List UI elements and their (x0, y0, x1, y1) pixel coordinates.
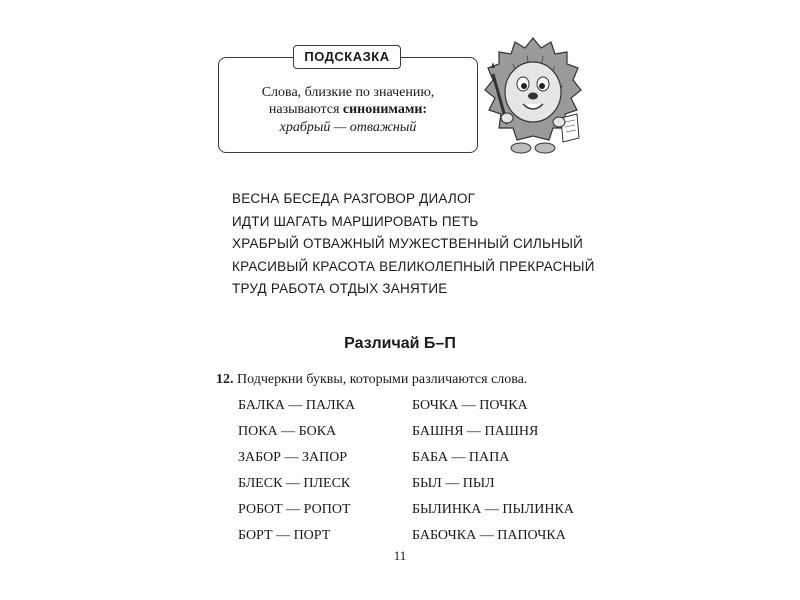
word-pair: БАШНЯ — ПАШНЯ (412, 424, 539, 439)
word-row: ВЕСНА БЕСЕДА РАЗГОВОР ДИАЛОГ (232, 191, 476, 206)
word-row: КРАСИВЫЙ КРАСОТА ВЕЛИКОЛЕПНЫЙ ПРЕКРАСНЫЙ (232, 258, 595, 274)
word-pair: БАБА — ПАПА (412, 450, 510, 465)
word-pairs-right (412, 397, 574, 553)
section-title: Различай Б–П (344, 335, 456, 352)
hint-text-line2 (218, 102, 478, 118)
hint-title: ПОДСКАЗКА (293, 45, 401, 69)
word-pair: БОРТ — ПОРТ (238, 528, 331, 543)
hint-text-prefix: называются (268, 102, 343, 117)
word-pair: БАБОЧКА — ПАПОЧКА (412, 528, 566, 543)
task-text: Подчеркни буквы, которыми различаются слова. (237, 372, 528, 387)
word-pair: ЗАБОР — ЗАПОР (238, 450, 348, 465)
word-pair: БОЧКА — ПОЧКА (412, 398, 528, 413)
word-row: ТРУД РАБОТА ОТДЫХ ЗАНЯТИЕ (232, 281, 448, 296)
word-row: ИДТИ ШАГАТЬ МАРШИРОВАТЬ ПЕТЬ (232, 213, 479, 229)
hint-example: храбрый — отважный (279, 120, 417, 135)
page-number: 11 (393, 548, 407, 563)
word-pair: БЫЛИНКА — ПЫЛИНКА (412, 502, 574, 517)
hedgehog-icon (483, 34, 583, 158)
word-pair: БЫЛ — ПЫЛ (412, 476, 495, 491)
task-number: 12. (216, 372, 234, 387)
synonym-word-rows (232, 188, 595, 301)
word-pair: ПОКА — БОКА (238, 424, 337, 439)
hint-term-synonyms: синонимами: (342, 102, 428, 117)
word-pairs-left (238, 397, 355, 553)
word-row: ХРАБРЫЙ ОТВАЖНЫЙ МУЖЕСТВЕННЫЙ СИЛЬНЫЙ (232, 236, 584, 251)
word-pair: БЛЕСК — ПЛЕСК (238, 476, 351, 491)
task-12 (216, 372, 527, 388)
hint-text-line1: Слова, близкие по значению, (261, 85, 435, 100)
word-pair: БАЛКА — ПАЛКА (238, 398, 356, 413)
word-pair: РОБОТ — РОПОТ (238, 502, 351, 517)
